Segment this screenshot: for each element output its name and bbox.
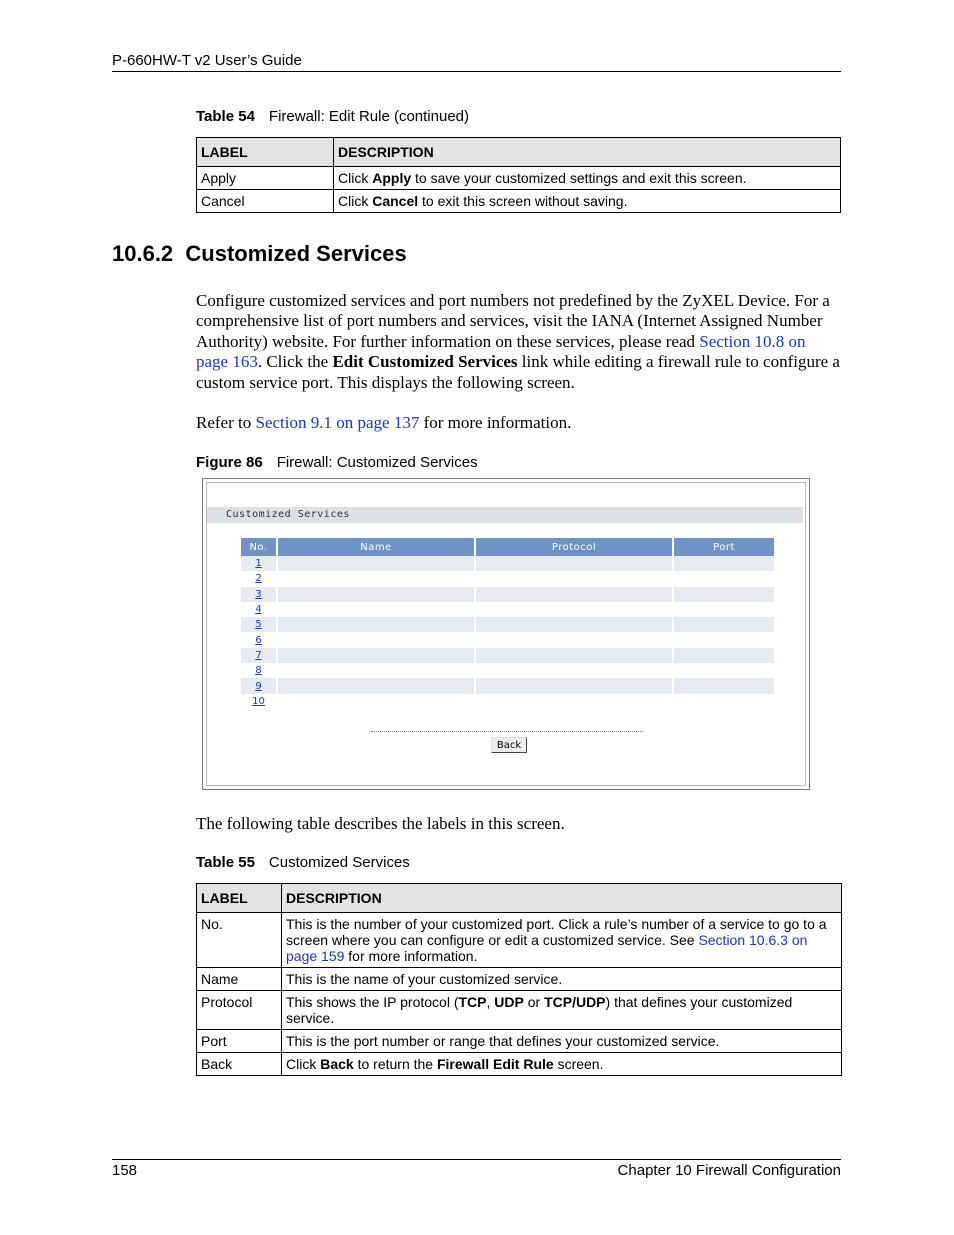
desc-text: or [523, 994, 545, 1010]
desc-text: This is the number of your customized port. Click a rule’s number of a service to go to a screen where you can configure or edit a customized service. See [286, 916, 827, 948]
grid-header-row [241, 538, 774, 556]
desc-bold: TCP/UDP [544, 994, 606, 1010]
desc-text: , [486, 994, 495, 1010]
para-text: Refer to [196, 413, 256, 432]
row-description [334, 190, 841, 213]
name-cell [278, 694, 474, 709]
col-no: No. [241, 538, 276, 556]
desc-bold: Back [320, 1056, 354, 1072]
table-row [241, 556, 774, 571]
row-description [282, 991, 842, 1030]
desc-text: This shows the IP protocol ( [286, 994, 459, 1010]
row-description: This is the port number or range that defines your customized service. [282, 1030, 842, 1053]
figure86-caption-number: Figure 86 [196, 454, 263, 471]
page-number: 158 [112, 1162, 138, 1179]
table54 [196, 137, 841, 213]
table55-caption-number: Table 55 [196, 854, 255, 871]
table55-caption-text: Customized Services [268, 854, 410, 871]
refer-paragraph [196, 413, 841, 433]
port-cell [674, 694, 774, 709]
row-description [282, 1053, 842, 1076]
name-cell [278, 556, 474, 571]
desc-bold: Firewall Edit Rule [436, 1056, 554, 1072]
table-row [197, 1053, 842, 1076]
customized-services-screenshot [202, 478, 810, 790]
protocol-cell [476, 587, 672, 602]
port-cell [674, 587, 774, 602]
table-row [241, 587, 774, 602]
service-number-link[interactable]: 10 [252, 695, 265, 707]
port-cell [674, 678, 774, 693]
col-port: Port [674, 538, 774, 556]
table-row [197, 968, 842, 991]
port-cell [674, 617, 774, 632]
table-row [241, 663, 774, 678]
section-10-8-link[interactable]: Section 10.8 on page 163 [196, 331, 806, 372]
table55 [196, 883, 842, 1076]
row-label: Apply [197, 167, 334, 190]
para-text: . Click the [257, 352, 333, 372]
row-description [334, 167, 841, 190]
desc-text: Click [286, 1056, 321, 1072]
table54-header-row [197, 138, 841, 167]
back-button[interactable]: Back [491, 737, 527, 753]
service-number-link[interactable]: 6 [255, 634, 262, 646]
row-label: Protocol [197, 991, 282, 1030]
figure86-caption [196, 454, 478, 471]
row-description: This is the name of your customized service. [282, 968, 842, 991]
table54-caption-text: Firewall: Edit Rule (continued) [268, 108, 470, 125]
port-cell [674, 556, 774, 571]
service-number-link[interactable]: 4 [255, 604, 262, 616]
table55-caption [196, 854, 410, 871]
protocol-cell [476, 663, 672, 678]
name-cell [278, 678, 474, 693]
port-cell [674, 632, 774, 647]
intro-paragraph [196, 291, 841, 393]
table-row [241, 571, 774, 586]
running-header: P-660HW-T v2 User’s Guide [112, 52, 302, 69]
table-row [241, 617, 774, 632]
desc-text: screen. [553, 1056, 604, 1072]
col-protocol: Protocol [476, 538, 672, 556]
desc-bold: Apply [372, 170, 412, 186]
desc-text: to exit this screen without saving. [418, 193, 628, 209]
port-cell [674, 648, 774, 663]
para-text: Configure customized services and port numbers not predefined by the ZyXEL Device. For a comprehensive list of port numbers and services, visit the IANA (Internet Assigned Number Authority) website. For further information on these services, please read [196, 291, 830, 351]
desc-text: ) that defines your customized service. [286, 994, 793, 1026]
table-row [197, 913, 842, 968]
desc-text: for more information. [344, 948, 478, 964]
footer-rule [112, 1159, 841, 1160]
row-label: Port [197, 1030, 282, 1053]
table55-col-label: LABEL [197, 884, 282, 913]
table-row [241, 648, 774, 663]
desc-text: Click [338, 193, 373, 209]
section-heading: 10.6.2 Customized Services [112, 241, 407, 266]
service-number-link[interactable]: 5 [241, 617, 276, 632]
table-row [197, 190, 841, 213]
service-number-link[interactable]: 9 [241, 678, 276, 693]
table-row [241, 678, 774, 693]
name-cell [278, 648, 474, 663]
row-label: Cancel [197, 190, 334, 213]
protocol-cell [476, 694, 672, 709]
section-10-6-3-link[interactable]: Section 10.6.3 on page 159 [286, 932, 808, 964]
name-cell [278, 587, 474, 602]
para-bold: Edit Customized Services [332, 352, 518, 372]
name-cell [278, 617, 474, 632]
row-label: Back [197, 1053, 282, 1076]
protocol-cell [476, 571, 672, 586]
desc-bold: Cancel [372, 193, 419, 209]
para-text: for more information. [419, 413, 572, 432]
name-cell [278, 571, 474, 586]
protocol-cell [476, 602, 672, 617]
chapter-title: Chapter 10 Firewall Configuration [617, 1162, 841, 1179]
service-number-link[interactable]: 1 [241, 556, 276, 571]
row-description [282, 913, 842, 968]
protocol-cell [476, 617, 672, 632]
service-number-link[interactable]: 7 [241, 648, 276, 663]
panel-title-bar: Customized Services [207, 507, 803, 523]
table54-caption [196, 108, 469, 125]
row-label: No. [197, 913, 282, 968]
service-number-link[interactable]: 3 [241, 587, 276, 602]
table54-col-label: LABEL [197, 138, 334, 167]
table-row [197, 167, 841, 190]
header-rule [112, 71, 841, 72]
table-row [241, 602, 774, 617]
protocol-cell [476, 678, 672, 693]
section-9-1-link[interactable]: Section 9.1 on page 137 [255, 413, 420, 432]
para-text: link while editing a firewall rule to configure a custom service port. This displays the following screen. [196, 352, 840, 392]
table-row [197, 991, 842, 1030]
table55-header-row [197, 884, 842, 913]
protocol-cell [476, 632, 672, 647]
table54-caption-number: Table 54 [196, 108, 255, 125]
labels-intro-paragraph: The following table describes the labels in this screen. [196, 814, 565, 833]
name-cell [278, 663, 474, 678]
desc-text: to return the [353, 1056, 437, 1072]
row-label: Name [197, 968, 282, 991]
service-number-link[interactable]: 2 [255, 573, 262, 585]
name-cell [278, 602, 474, 617]
desc-bold: UDP [494, 994, 524, 1010]
table-row [197, 1030, 842, 1053]
name-cell [278, 632, 474, 647]
protocol-cell [476, 556, 672, 571]
figure86-caption-text: Firewall: Customized Services [276, 454, 478, 471]
port-cell [674, 663, 774, 678]
port-cell [674, 571, 774, 586]
port-cell [674, 602, 774, 617]
table54-col-description: DESCRIPTION [334, 138, 841, 167]
col-name: Name [278, 538, 474, 556]
dotted-separator [371, 731, 643, 732]
service-number-link[interactable]: 8 [255, 665, 262, 677]
desc-text: Click [338, 170, 373, 186]
protocol-cell [476, 648, 672, 663]
desc-text: to save your customized settings and exit this screen. [411, 170, 747, 186]
table-row [241, 632, 774, 647]
table-row [241, 694, 774, 709]
desc-bold: TCP [458, 994, 487, 1010]
table55-col-description: DESCRIPTION [282, 884, 842, 913]
customized-services-grid [239, 538, 776, 709]
